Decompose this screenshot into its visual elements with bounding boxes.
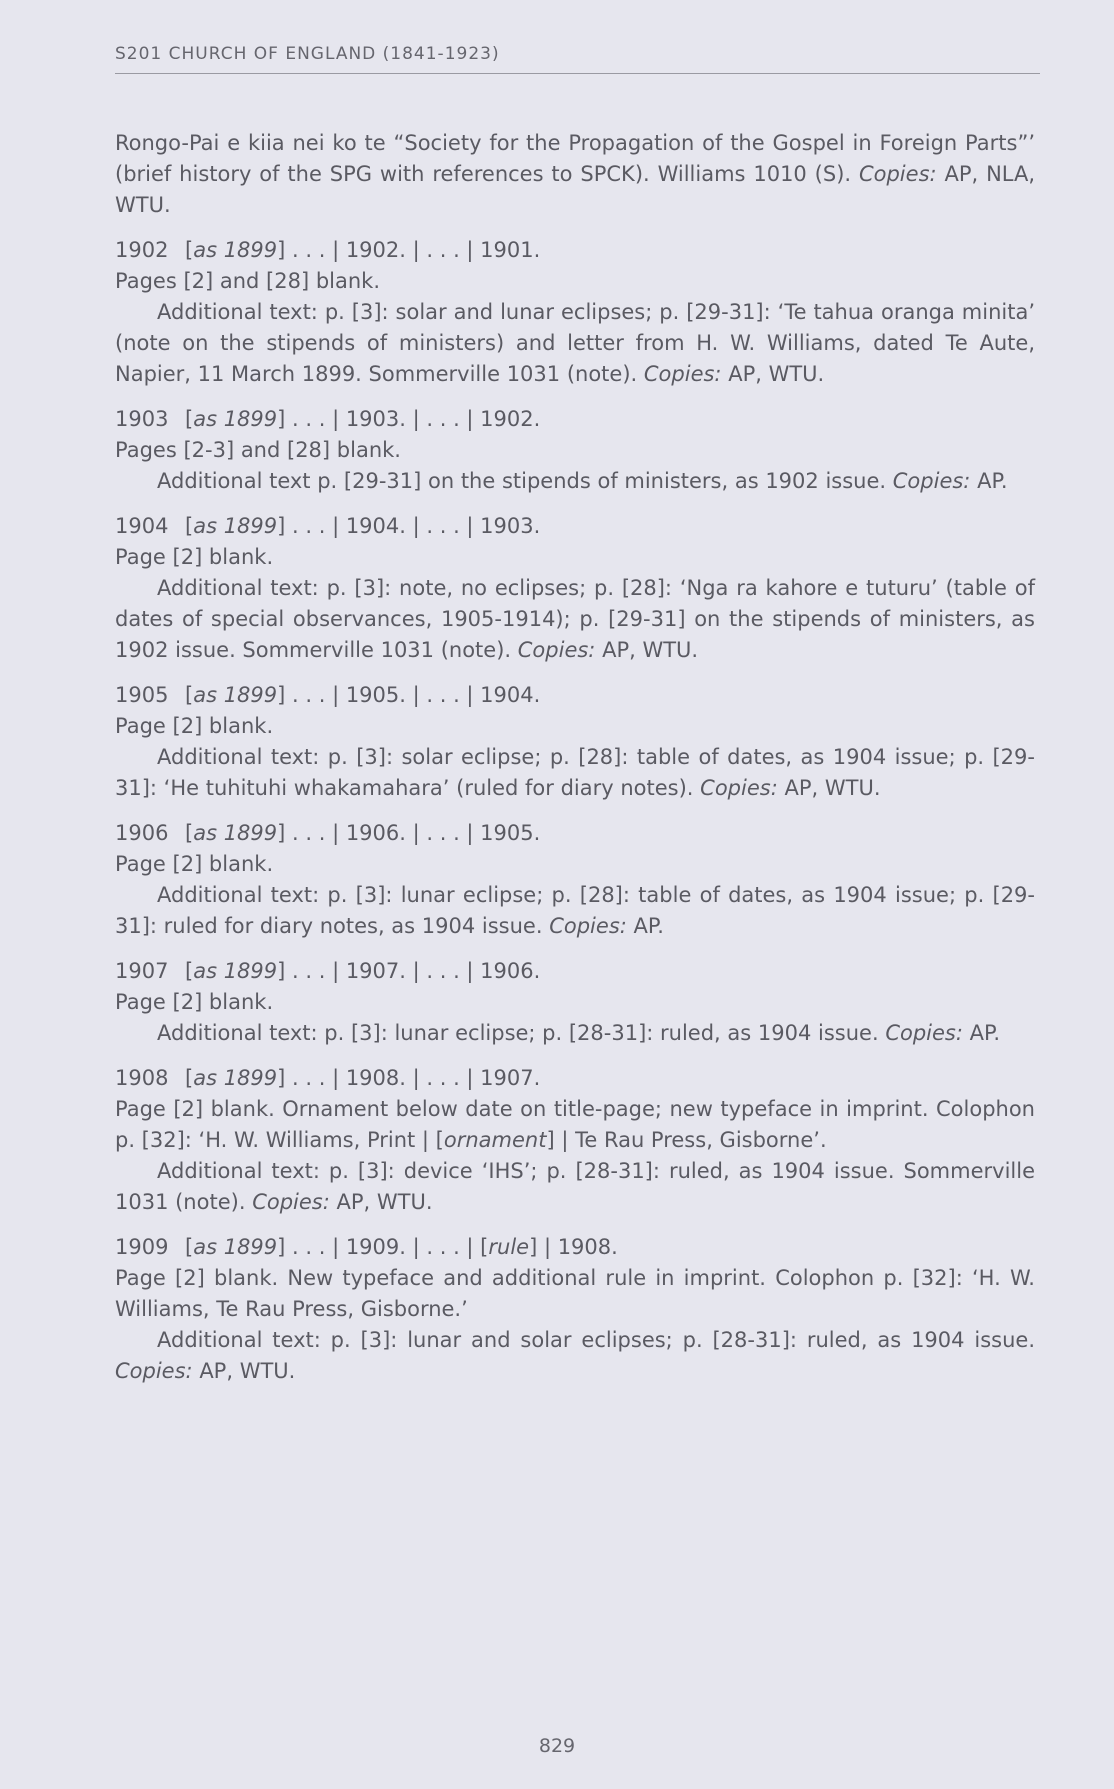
copies-value: AP, WTU. xyxy=(199,1359,296,1383)
copies-label: Copies: xyxy=(892,469,971,493)
pages-text-a: Page [2] blank. Ornament below date on title-page; new typeface in imprint. Colophon p. [32]: ‘H. W. Williams, Print | [ xyxy=(115,1097,1035,1152)
entry-pages: Page [2] blank. New typeface and additional rule in imprint. Colophon p. [32]: ‘H. W. Williams, Te Rau Press, Gisborne.’ xyxy=(115,1266,1035,1321)
entry-1904 xyxy=(115,511,1035,666)
additional-text: Additional text: p. [3]: lunar and solar eclipses; p. [28-31]: ruled, as 1904 issue. xyxy=(157,1328,1035,1352)
page-content xyxy=(115,128,1035,1387)
entry-pages: Pages [2-3] and [28] blank. xyxy=(115,438,401,462)
copies-label: Copies: xyxy=(885,1021,963,1045)
running-head: S201 CHURCH OF ENGLAND (1841-1923) xyxy=(115,44,1040,74)
entry-year: 1909 xyxy=(115,1235,169,1259)
additional-text: Additional text: p. [3]: device ‘IHS’; p. [28-31]: ruled, as 1904 issue. Sommerville 1031 (note). xyxy=(115,1159,1035,1214)
entry-1909 xyxy=(115,1232,1035,1387)
entry-title-line: . . . | 1908. | . . . | 1907. xyxy=(285,1066,541,1090)
entry-additional xyxy=(115,1156,1035,1218)
copies-value: AP, NLA, WTU. xyxy=(115,162,1036,217)
entry-title-line: . . . | 1904. | . . . | 1903. xyxy=(285,514,541,538)
entry-additional xyxy=(115,742,1035,804)
copies-label: Copies: xyxy=(517,638,596,662)
entry-year-line: 1906 [as 1899] . . . | 1906. | . . . | 1905. xyxy=(115,818,1035,849)
entry-year: 1906 xyxy=(115,821,169,845)
entry-year-line: 1904 [as 1899] . . . | 1904. | . . . | 1903. xyxy=(115,511,1035,542)
entry-title-line-a: . . . | 1909. | . . . | [ xyxy=(285,1235,489,1259)
entry-title-line: . . . | 1905. | . . . | 1904. xyxy=(285,683,541,707)
copies-value: AP, WTU. xyxy=(784,776,881,800)
entry-pages: Page [2] blank. xyxy=(115,714,274,738)
entry-additional xyxy=(115,466,1035,497)
entry-pages: Page [2] blank. xyxy=(115,545,274,569)
entry-year-line: 1908 [as 1899] . . . | 1908. | . . . | 1907. xyxy=(115,1063,1035,1094)
additional-text: Additional text: p. [3]: lunar eclipse; p. [28]: table of dates, as 1904 issue; p. [29-31]: ruled for diary notes, as 1904 issue. xyxy=(115,883,1035,938)
entry-year: 1903 xyxy=(115,407,169,431)
entry-as: as 1899 xyxy=(193,1066,278,1090)
entry-as: as 1899 xyxy=(193,821,278,845)
additional-text: Additional text p. [29-31] on the stipends of ministers, as 1902 issue. xyxy=(157,469,887,493)
entry-year: 1904 xyxy=(115,514,169,538)
entry-additional xyxy=(115,573,1035,666)
entry-1908 xyxy=(115,1063,1035,1218)
copies-value: AP, WTU. xyxy=(336,1190,433,1214)
copies-value: AP, WTU. xyxy=(728,362,825,386)
entry-year: 1908 xyxy=(115,1066,169,1090)
entry-title-line-b: ] | 1908. xyxy=(529,1235,618,1259)
copies-label: Copies: xyxy=(549,914,627,938)
copies-label: Copies: xyxy=(700,776,778,800)
additional-text: Additional text: p. [3]: lunar eclipse; p. [28-31]: ruled, as 1904 issue. xyxy=(157,1021,879,1045)
entry-1905 xyxy=(115,680,1035,804)
entry-pages: Page [2] blank. xyxy=(115,852,274,876)
copies-label: Copies: xyxy=(858,162,937,186)
entry-as: as 1899 xyxy=(193,1235,278,1259)
entry-1906 xyxy=(115,818,1035,942)
entry-year-line: 1905 [as 1899] . . . | 1905. | . . . | 1904. xyxy=(115,680,1035,711)
additional-text: Additional text: p. [3]: note, no eclipses; p. [28]: ‘Nga ra kahore e tuturu’ (table of dates of special observances, 1905-1914); p. [29-31] on the stipends of ministers, as 1902 issue. Sommerville 1031 (note). xyxy=(115,576,1035,662)
copies-label: Copies: xyxy=(252,1190,330,1214)
entry-year: 1907 xyxy=(115,959,169,983)
entry-pages: Pages [2] and [28] blank. xyxy=(115,269,381,293)
entry-year: 1905 xyxy=(115,683,169,707)
entry-year-line: 1907 [as 1899] . . . | 1907. | . . . | 1906. xyxy=(115,956,1035,987)
entry-as: as 1899 xyxy=(193,683,278,707)
entry-1903 xyxy=(115,404,1035,497)
entry-title-line: . . . | 1902. | . . . | 1901. xyxy=(285,238,541,262)
intro-paragraph xyxy=(115,128,1035,221)
entry-title-line: . . . | 1906. | . . . | 1905. xyxy=(285,821,541,845)
entry-year-line: 1903 [as 1899] . . . | 1903. | . . . | 1902. xyxy=(115,404,1035,435)
entry-year-line: 1909 [as 1899] . . . | 1909. | . . . | [rule] | 1908. xyxy=(115,1232,1035,1263)
ornament-word: ornament xyxy=(443,1128,547,1152)
entry-as: as 1899 xyxy=(193,959,278,983)
entry-list xyxy=(115,235,1035,1049)
entry-as: as 1899 xyxy=(193,514,278,538)
copies-value: AP, WTU. xyxy=(602,638,699,662)
copies-label: Copies: xyxy=(115,1359,193,1383)
entry-as: as 1899 xyxy=(193,238,278,262)
copies-value: AP. xyxy=(969,1021,1001,1045)
copies-value: AP. xyxy=(633,914,664,938)
entry-additional xyxy=(115,880,1035,942)
entry-pages: Page [2] blank. xyxy=(115,990,274,1014)
entry-pages xyxy=(115,1094,1035,1156)
additional-text: Additional text: p. [3]: solar eclipse; p. [28]: table of dates, as 1904 issue; p. [29-31]: ‘He tuhituhi whakamahara’ (ruled for diary notes). xyxy=(115,745,1035,800)
intro-text: Rongo-Pai e kiia nei ko te “Society for the Propagation of the Gospel in Foreign Parts”’ (brief history of the SPG with references to SPCK). Williams 1010 (S). xyxy=(115,131,1035,186)
entry-additional xyxy=(115,297,1035,390)
rule-word: rule xyxy=(488,1235,530,1259)
page-number: 829 xyxy=(538,1735,576,1757)
entry-1907 xyxy=(115,956,1035,1049)
additional-text: Additional text: p. [3]: solar and lunar eclipses; p. [29-31]: ‘Te tahua oranga minita’ (note on the stipends of ministers) and letter from H. W. Williams, dated Te Aute, Napier, 11 March 1899. Sommerville 1031 (note). xyxy=(115,300,1035,386)
entry-1902 xyxy=(115,235,1035,390)
entry-title-line: . . . | 1907. | . . . | 1906. xyxy=(285,959,541,983)
entry-title-line: . . . | 1903. | . . . | 1902. xyxy=(285,407,541,431)
entry-as: as 1899 xyxy=(193,407,278,431)
entry-year-line: 1902 [as 1899] . . . | 1902. | . . . | 1901. xyxy=(115,235,1035,266)
pages-text-b: ] | Te Rau Press, Gisborne’. xyxy=(546,1128,827,1152)
copies-value: AP. xyxy=(977,469,1008,493)
entry-additional xyxy=(115,1018,1035,1049)
copies-label: Copies: xyxy=(643,362,722,386)
entry-year: 1902 xyxy=(115,238,169,262)
entry-additional xyxy=(115,1325,1035,1387)
